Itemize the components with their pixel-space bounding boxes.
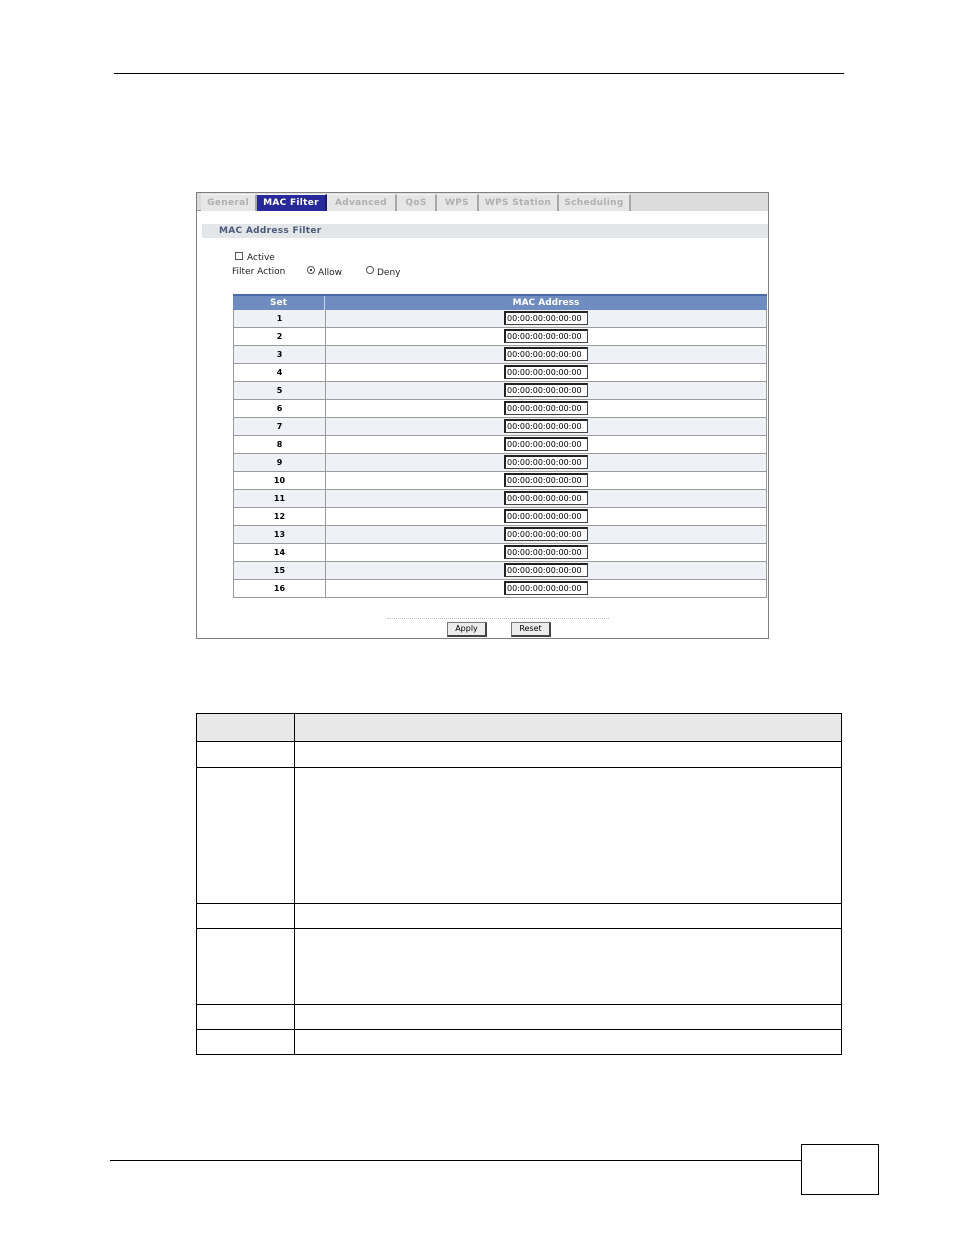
mac-address-table <box>233 294 767 598</box>
allow-radio[interactable] <box>307 266 315 274</box>
table-row <box>233 418 767 436</box>
mac-cell <box>326 328 766 345</box>
mac-cell <box>326 310 766 327</box>
set-number: 12 <box>234 508 326 525</box>
table-row <box>233 490 767 508</box>
set-number: 14 <box>234 544 326 561</box>
description-table <box>196 713 842 1055</box>
tab-wps[interactable]: WPS <box>437 194 479 211</box>
table-row <box>233 580 767 598</box>
table-row <box>233 382 767 400</box>
set-number: 3 <box>234 346 326 363</box>
mac-address-input[interactable]: 00:00:00:00:00:00 <box>504 473 588 487</box>
set-number: 8 <box>234 436 326 453</box>
mac-address-input[interactable]: 00:00:00:00:00:00 <box>504 509 588 523</box>
tab-advanced[interactable]: Advanced <box>327 194 397 211</box>
mac-address-input[interactable]: 00:00:00:00:00:00 <box>504 311 588 325</box>
mac-address-input[interactable]: 00:00:00:00:00:00 <box>504 383 588 397</box>
mac-address-input[interactable]: 00:00:00:00:00:00 <box>504 455 588 469</box>
table-row <box>233 526 767 544</box>
row-divider <box>197 928 841 929</box>
mac-cell <box>326 346 766 363</box>
table-row <box>233 346 767 364</box>
table-header <box>233 294 767 310</box>
mac-address-input[interactable]: 00:00:00:00:00:00 <box>504 365 588 379</box>
allow-label: Allow <box>318 268 343 278</box>
header-rule <box>114 73 844 74</box>
table-row <box>233 544 767 562</box>
mac-cell <box>326 418 766 435</box>
mac-address-input[interactable]: 00:00:00:00:00:00 <box>504 563 588 577</box>
footer-rule <box>110 1160 802 1161</box>
mac-cell <box>326 544 766 561</box>
table-row <box>233 472 767 490</box>
mac-cell <box>326 472 766 489</box>
mac-cell <box>326 364 766 381</box>
set-number: 5 <box>234 382 326 399</box>
tab-wps-station[interactable]: WPS Station <box>479 194 559 211</box>
set-number: 4 <box>234 364 326 381</box>
mac-cell <box>326 454 766 471</box>
mac-cell <box>326 382 766 399</box>
mac-address-input[interactable]: 00:00:00:00:00:00 <box>504 491 588 505</box>
filter-action-label: Filter Action <box>232 267 286 277</box>
page-number-box <box>801 1144 879 1195</box>
column-divider <box>294 714 295 1054</box>
mac-cell <box>326 490 766 507</box>
apply-button[interactable]: Apply <box>447 622 487 637</box>
set-number: 9 <box>234 454 326 471</box>
mac-address-input[interactable]: 00:00:00:00:00:00 <box>504 329 588 343</box>
set-number: 2 <box>234 328 326 345</box>
column-header-set: Set <box>233 296 325 310</box>
table-row <box>233 364 767 382</box>
tab-general[interactable]: General <box>201 194 257 211</box>
set-number: 11 <box>234 490 326 507</box>
set-number: 1 <box>234 310 326 327</box>
deny-radio[interactable] <box>366 266 374 274</box>
table-row <box>233 454 767 472</box>
mac-cell <box>326 580 766 597</box>
tab-scheduling[interactable]: Scheduling <box>559 194 631 211</box>
mac-address-input[interactable]: 00:00:00:00:00:00 <box>504 545 588 559</box>
row-divider <box>197 1029 841 1030</box>
active-label: Active <box>247 253 275 263</box>
mac-cell <box>326 436 766 453</box>
mac-address-input[interactable]: 00:00:00:00:00:00 <box>504 347 588 361</box>
mac-address-input[interactable]: 00:00:00:00:00:00 <box>504 581 588 595</box>
table-row <box>233 310 767 328</box>
tab-qos[interactable]: QoS <box>397 194 437 211</box>
mac-cell <box>326 400 766 417</box>
row-divider <box>197 1004 841 1005</box>
column-header-mac: MAC Address <box>512 298 580 308</box>
table-row <box>233 328 767 346</box>
set-number: 10 <box>234 472 326 489</box>
set-number: 6 <box>234 400 326 417</box>
deny-label: Deny <box>377 268 401 278</box>
active-checkbox[interactable] <box>235 252 243 260</box>
tab-mac-filter[interactable]: MAC Filter <box>257 194 327 211</box>
tab-bar <box>197 193 768 211</box>
table-row <box>233 562 767 580</box>
mac-address-input[interactable]: 00:00:00:00:00:00 <box>504 527 588 541</box>
mac-filter-screen <box>196 192 769 639</box>
mac-cell <box>326 526 766 543</box>
row-divider <box>197 903 841 904</box>
mac-address-input[interactable]: 00:00:00:00:00:00 <box>504 419 588 433</box>
mac-cell <box>326 562 766 579</box>
section-title: MAC Address Filter <box>202 224 768 238</box>
row-divider <box>197 767 841 768</box>
set-number: 13 <box>234 526 326 543</box>
mac-address-input[interactable]: 00:00:00:00:00:00 <box>504 437 588 451</box>
table-row <box>233 400 767 418</box>
set-number: 16 <box>234 580 326 597</box>
tab-bar-filler <box>631 194 768 211</box>
mac-address-input[interactable]: 00:00:00:00:00:00 <box>504 401 588 415</box>
reset-button[interactable]: Reset <box>511 622 551 637</box>
button-divider <box>387 618 609 619</box>
table-row <box>233 508 767 526</box>
set-number: 15 <box>234 562 326 579</box>
set-number: 7 <box>234 418 326 435</box>
mac-cell <box>326 508 766 525</box>
table-row <box>233 436 767 454</box>
